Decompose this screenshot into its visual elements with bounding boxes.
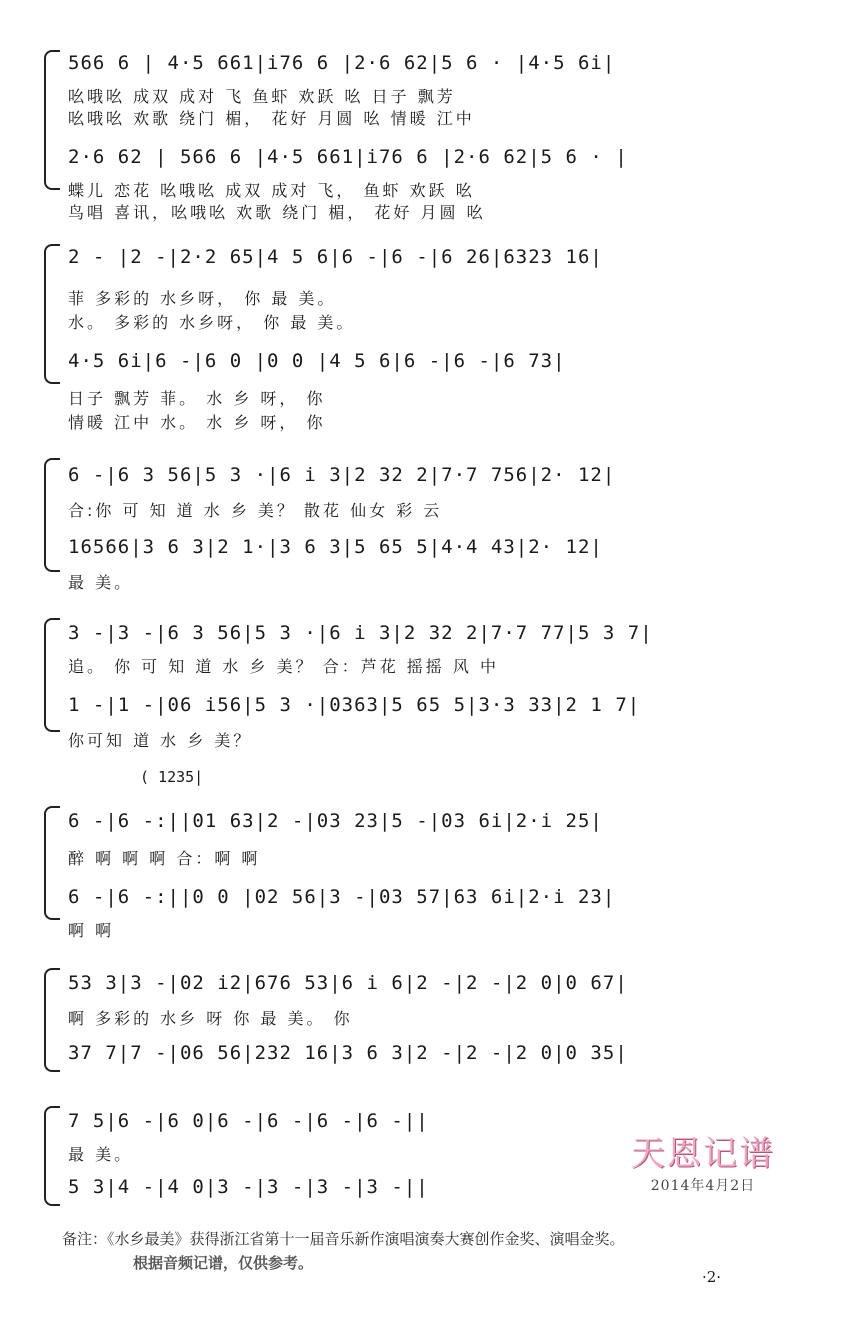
upper-lyrics-2: 水。 多彩的 水乡呀， 你 最 美。	[68, 313, 356, 332]
upper-lyrics-1: 啊 多彩的 水乡 呀 你 最 美。 你	[68, 1009, 353, 1028]
score-system-3	[44, 452, 814, 592]
upper-staff-notes: 6 -|6 3 56|5 3 ·|6 i 3|2 32 2|7·7 756|2· 12|	[68, 464, 616, 486]
system-brace	[44, 458, 60, 572]
lower-staff-notes: 5 3|4 -|4 0|3 -|3 -|3 -|3 -||	[68, 1176, 429, 1198]
upper-lyrics-1: 吆哦吆 成双 成对 飞 鱼虾 欢跃 吆 日子 飘芳	[68, 87, 456, 106]
system-brace	[44, 618, 60, 732]
remark-subnote: 根据音频记谱，仅供参考。	[133, 1254, 314, 1272]
transcriber-stamp	[628, 1126, 778, 1195]
lower-staff-notes: 6 -|6 -:||0 0 |02 56|3 -|03 57|63 6i|2·i 23|	[68, 886, 616, 908]
lower-lyrics-1: 日子 飘芳 菲。 水 乡 呀， 你	[68, 389, 326, 408]
remark-note: 备注：《水乡最美》获得浙江省第十一届音乐新作演唱演奏大赛创作金奖、演唱金奖。	[62, 1230, 625, 1248]
system-brace	[44, 806, 60, 920]
upper-staff-notes: 566 6 | 4·5 661|i76 6 |2·6 62|5 6 · |4·5 6i|	[68, 52, 616, 74]
prelude-marker: ( 1235|	[140, 768, 204, 786]
upper-staff-notes: 3 -|3 -|6 3 56|5 3 ·|6 i 3|2 32 2|7·7 77|5 3 7|	[68, 622, 653, 644]
upper-staff-notes: 7 5|6 -|6 0|6 -|6 -|6 -|6 -||	[68, 1110, 429, 1132]
lower-staff-notes: 1 -|1 -|06 i56|5 3 ·|0363|5 65 5|3·3 33|2 1 7|	[68, 694, 641, 716]
upper-staff-notes: 6 -|6 -:||01 63|2 -|03 23|5 -|03 6i|2·i 25|	[68, 810, 603, 832]
page-number: ·2·	[702, 1268, 722, 1286]
score-system-5	[44, 800, 814, 940]
lower-staff-notes: 37 7|7 -|06 56|232 16|3 6 3|2 -|2 -|2 0|0 35|	[68, 1042, 628, 1064]
lower-lyrics-1: 最 美。	[68, 573, 134, 592]
score-system-6	[44, 962, 814, 1082]
upper-staff-notes: 53 3|3 -|02 i2|676 53|6 i 6|2 -|2 -|2 0|0 67|	[68, 972, 628, 994]
system-brace	[44, 244, 60, 384]
lower-lyrics-1: 蝶儿 恋花 吆哦吆 成双 成对 飞， 鱼虾 欢跃 吆	[68, 181, 475, 200]
lower-staff-notes: 2·6 62 | 566 6 |4·5 661|i76 6 |2·6 62|5 6 · |	[68, 146, 628, 168]
upper-lyrics-1: 最 美。	[68, 1145, 134, 1164]
score-system-1	[44, 44, 814, 222]
upper-lyrics-2: 吆哦吆 欢歌 绕门 楣， 花好 月圆 吆 情暖 江中	[68, 109, 475, 128]
system-brace	[44, 968, 60, 1072]
upper-staff-notes: 2 - |2 -|2·2 65|4 5 6|6 -|6 -|6 26|6323 16|	[68, 246, 603, 268]
lower-staff-notes: 4·5 6i|6 -|6 0 |0 0 |4 5 6|6 -|6 -|6 73|	[68, 350, 566, 372]
lower-lyrics-1: 啊 啊	[68, 921, 115, 940]
upper-lyrics-1: 追。 你 可 知 道 水 乡 美？ 合：芦花 摇摇 风 中	[68, 657, 499, 676]
stamp-title: 天恩记谱	[631, 1134, 775, 1174]
score-system-2	[44, 238, 814, 438]
stamp-date: 2014年4月2日	[650, 1178, 756, 1194]
system-brace	[44, 1106, 60, 1206]
system-brace	[44, 50, 60, 190]
lower-lyrics-2: 情暖 江中 水。 水 乡 呀， 你	[68, 413, 326, 432]
upper-lyrics-1: 菲 多彩的 水乡呀， 你 最 美。	[68, 289, 337, 308]
score-system-4	[44, 612, 814, 752]
upper-lyrics-1: 醉 啊 啊 啊 合：啊 啊	[68, 849, 261, 868]
lower-lyrics-1: 你可知 道 水 乡 美？	[68, 731, 253, 750]
lower-staff-notes: 16566|3 6 3|2 1·|3 6 3|5 65 5|4·4 43|2· 12|	[68, 536, 603, 558]
lower-lyrics-2: 鸟唱 喜讯，吆哦吆 欢歌 绕门 楣， 花好 月圆 吆	[68, 203, 486, 222]
upper-lyrics-1: 合:你 可 知 道 水 乡 美？ 散花 仙女 彩 云	[68, 501, 443, 520]
